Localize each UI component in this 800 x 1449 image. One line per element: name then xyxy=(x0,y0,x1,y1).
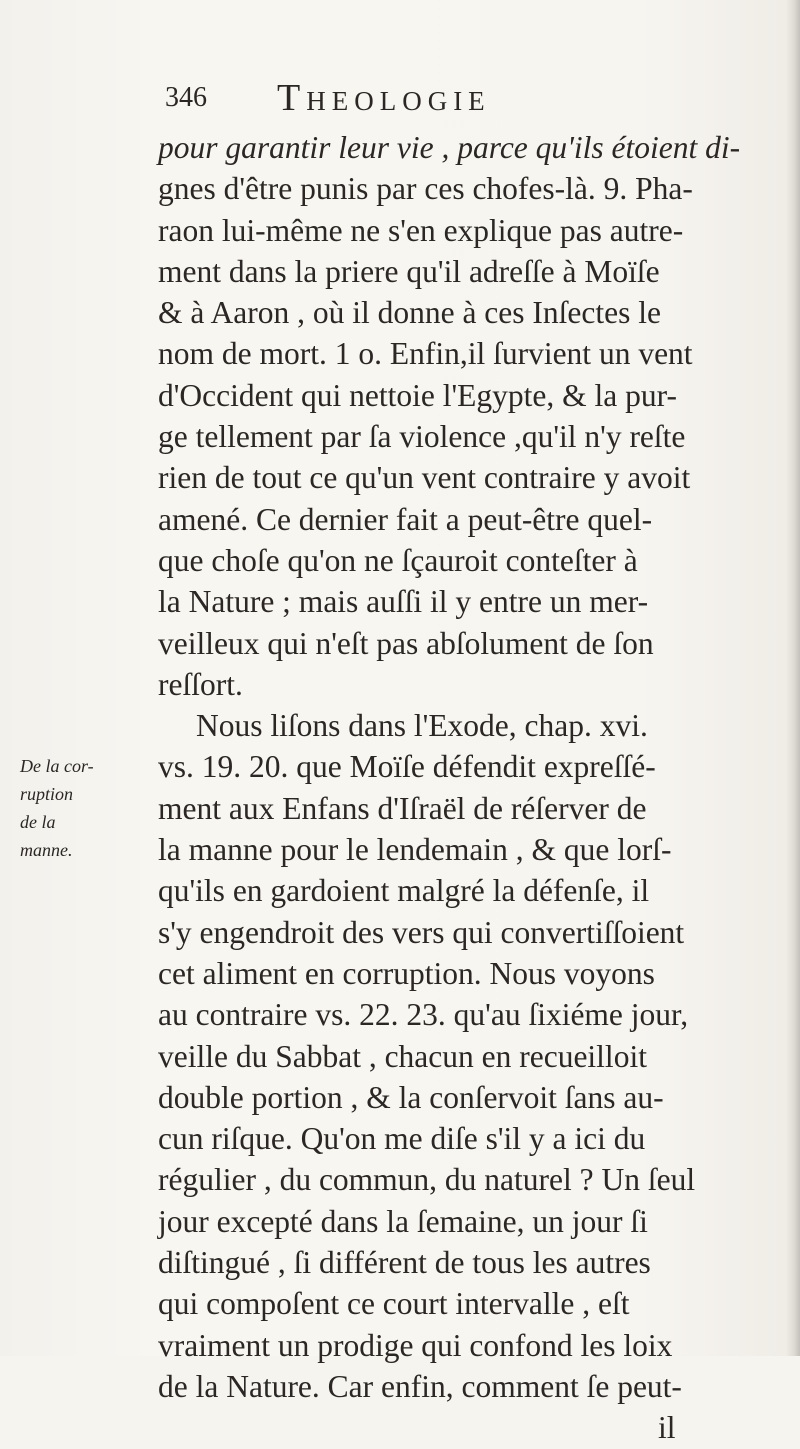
text-line: & à Aaron , où il donne à ces Inſectes le xyxy=(158,295,661,331)
text-line: rien de tout ce qu'un vent contraire y avoit xyxy=(158,460,691,496)
text-line: gnes d'être punis par ces chofes-là. 9. Pha- xyxy=(158,171,693,207)
text-line: amené. Ce dernier fait a peut-être quel- xyxy=(158,501,653,537)
text-line: diſtingué , ſi différent de tous les autres xyxy=(158,1245,651,1281)
text-line: ment aux Enfans d'Iſraël de réſerver de xyxy=(158,790,647,826)
margin-note-line: ruption xyxy=(20,784,74,804)
margin-note xyxy=(20,752,132,864)
text-line: d'Occident qui nettoie l'Egypte, & la pur- xyxy=(158,377,677,413)
text-line: cet aliment en corruption. Nous voyons xyxy=(158,955,655,991)
text-line: nom de mort. 1 o. Enfin,il ſurvient un vent xyxy=(158,336,693,372)
running-title: Theologie xyxy=(277,77,491,119)
text-line: s'y engendroit des vers qui convertiſſoient xyxy=(158,914,685,950)
page-number: 346 xyxy=(165,82,207,113)
body-text xyxy=(158,127,800,1449)
text-line: que choſe qu'on ne ſçauroit conteſter à xyxy=(158,542,638,578)
text-line: pour garantir leur vie , parce qu'ils étoient di- xyxy=(158,130,741,165)
margin-note-line: manne. xyxy=(20,840,73,860)
text-line: ment dans la priere qu'il adreſſe à Moïſe xyxy=(158,253,660,289)
text-line: au contraire vs. 22. 23. qu'au ſixiéme jour, xyxy=(158,997,689,1033)
page-header xyxy=(165,76,605,120)
margin-note-line: De la cor- xyxy=(20,756,94,776)
text-line: double portion , & la conſervoit ſans au- xyxy=(158,1079,664,1115)
text-line: la manne pour le lendemain , & que lorſ- xyxy=(158,832,672,868)
text-line: raon lui-même ne s'en explique pas autre- xyxy=(158,212,684,248)
text-line: reſſort. xyxy=(158,666,243,702)
text-line: la Nature ; mais auſſi il y entre un mer- xyxy=(158,584,649,620)
text-line: veille du Sabbat , chacun en recueilloit xyxy=(158,1038,647,1074)
catchword: il xyxy=(658,1410,676,1446)
text-line: ge tellement par ſa violence ,qu'il n'y reſte xyxy=(158,419,686,455)
text-line: Nous liſons dans l'Exode, chap. xvi. xyxy=(196,708,648,744)
text-line: de la Nature. Car enfin, comment ſe peut- xyxy=(158,1368,682,1404)
text-line: vraiment un prodige qui confond les loix xyxy=(158,1327,673,1363)
text-line: cun riſque. Qu'on me diſe s'il y a ici du xyxy=(158,1121,646,1157)
margin-note-line: de la xyxy=(20,812,56,832)
text-line: veilleux qui n'eſt pas abſolument de ſon xyxy=(158,625,654,661)
text-line: régulier , du commun, du naturel ? Un ſeul xyxy=(158,1162,696,1198)
text-line: jour excepté dans la ſemaine, un jour ſi xyxy=(158,1203,648,1239)
text-line: vs. 19. 20. que Moïſe défendit expreſſé- xyxy=(158,749,656,785)
text-line: qui compoſent ce court intervalle , eſt xyxy=(158,1286,630,1322)
text-line: qu'ils en gardoient malgré la défenſe, il xyxy=(158,873,650,909)
